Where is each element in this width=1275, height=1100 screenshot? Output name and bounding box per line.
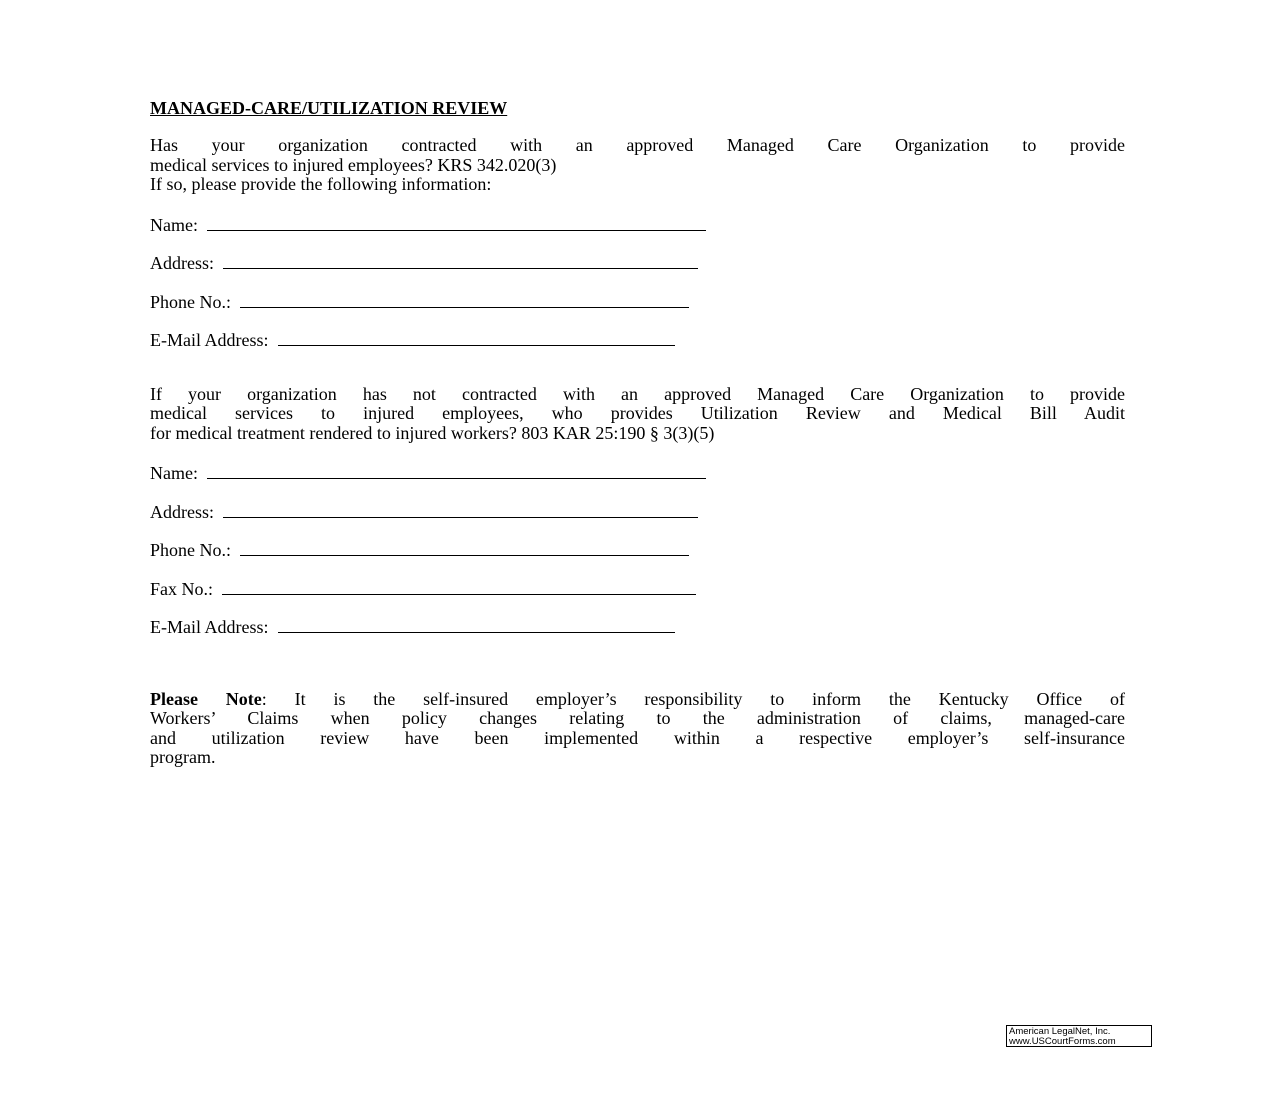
note-line: Workers’ Claims when policy changes relating to the administration of claims, managed-care [150,708,1125,728]
note-line: program. [150,747,216,767]
note-label: Please Note [150,688,262,709]
ur-address-field [150,500,1125,539]
mco-email-blank[interactable] [278,328,675,346]
mco-email-field [150,328,1125,367]
field-label: Name: [150,214,198,235]
note-line: and utilization review have been implemented within a respective employer’s self-insurance [150,727,1125,748]
ur-phone-field [150,538,1125,577]
question-line: If your organization has not contracted with an approved Managed Care Organization to provide [150,383,1125,404]
ur-address-blank[interactable] [223,500,698,518]
mco-phone-blank[interactable] [240,290,689,308]
ur-name-field [150,461,1125,500]
form-page [150,97,1125,768]
managed-care-fields [150,213,1125,367]
question-line: medical services to injured employees, who provides Utilization Review and Medical Bill Audit [150,403,1125,423]
question-line: for medical treatment rendered to injured workers? 803 KAR 25:190 § 3(3)(5) [150,422,715,443]
field-label: Address: [150,253,214,273]
mco-address-field [150,251,1125,290]
page-title: MANAGED-CARE/UTILIZATION REVIEW [150,98,508,118]
field-label: Phone No.: [150,291,231,312]
mco-address-blank[interactable] [223,251,698,269]
ur-email-field [150,615,1125,654]
managed-care-question [150,136,1125,195]
note-text: : It is the self-insured employer’s responsibility to inform the Kentucky Office of [261,688,1125,709]
field-label: Name: [150,463,198,483]
note-line [150,690,1125,710]
please-note [150,690,1125,768]
question-line: medical services to injured employees? KRS 342.020(3) [150,154,557,175]
stamp-line: American LegalNet, Inc. [1009,1026,1111,1037]
utilization-review-question [150,385,1125,444]
mco-phone-field [150,290,1125,329]
ur-email-blank[interactable] [278,615,675,633]
field-label: Fax No.: [150,578,213,599]
stamp-line: www.USCourtForms.com [1009,1036,1116,1047]
question-line: Has your organization contracted with an approved Managed Care Organization to provide [150,135,1125,155]
field-label: E-Mail Address: [150,617,269,637]
field-label: E-Mail Address: [150,330,269,350]
mco-name-field [150,213,1125,252]
ur-phone-blank[interactable] [240,538,689,556]
instruction-text: If so, please provide the following information: [150,174,492,194]
ur-name-blank[interactable] [207,461,706,479]
ur-fax-blank[interactable] [222,577,696,595]
field-label: Phone No.: [150,540,231,560]
mco-name-blank[interactable] [207,213,706,231]
publisher-stamp [1006,1025,1152,1047]
ur-fax-field [150,577,1125,616]
field-label: Address: [150,501,214,522]
utilization-review-fields [150,461,1125,654]
